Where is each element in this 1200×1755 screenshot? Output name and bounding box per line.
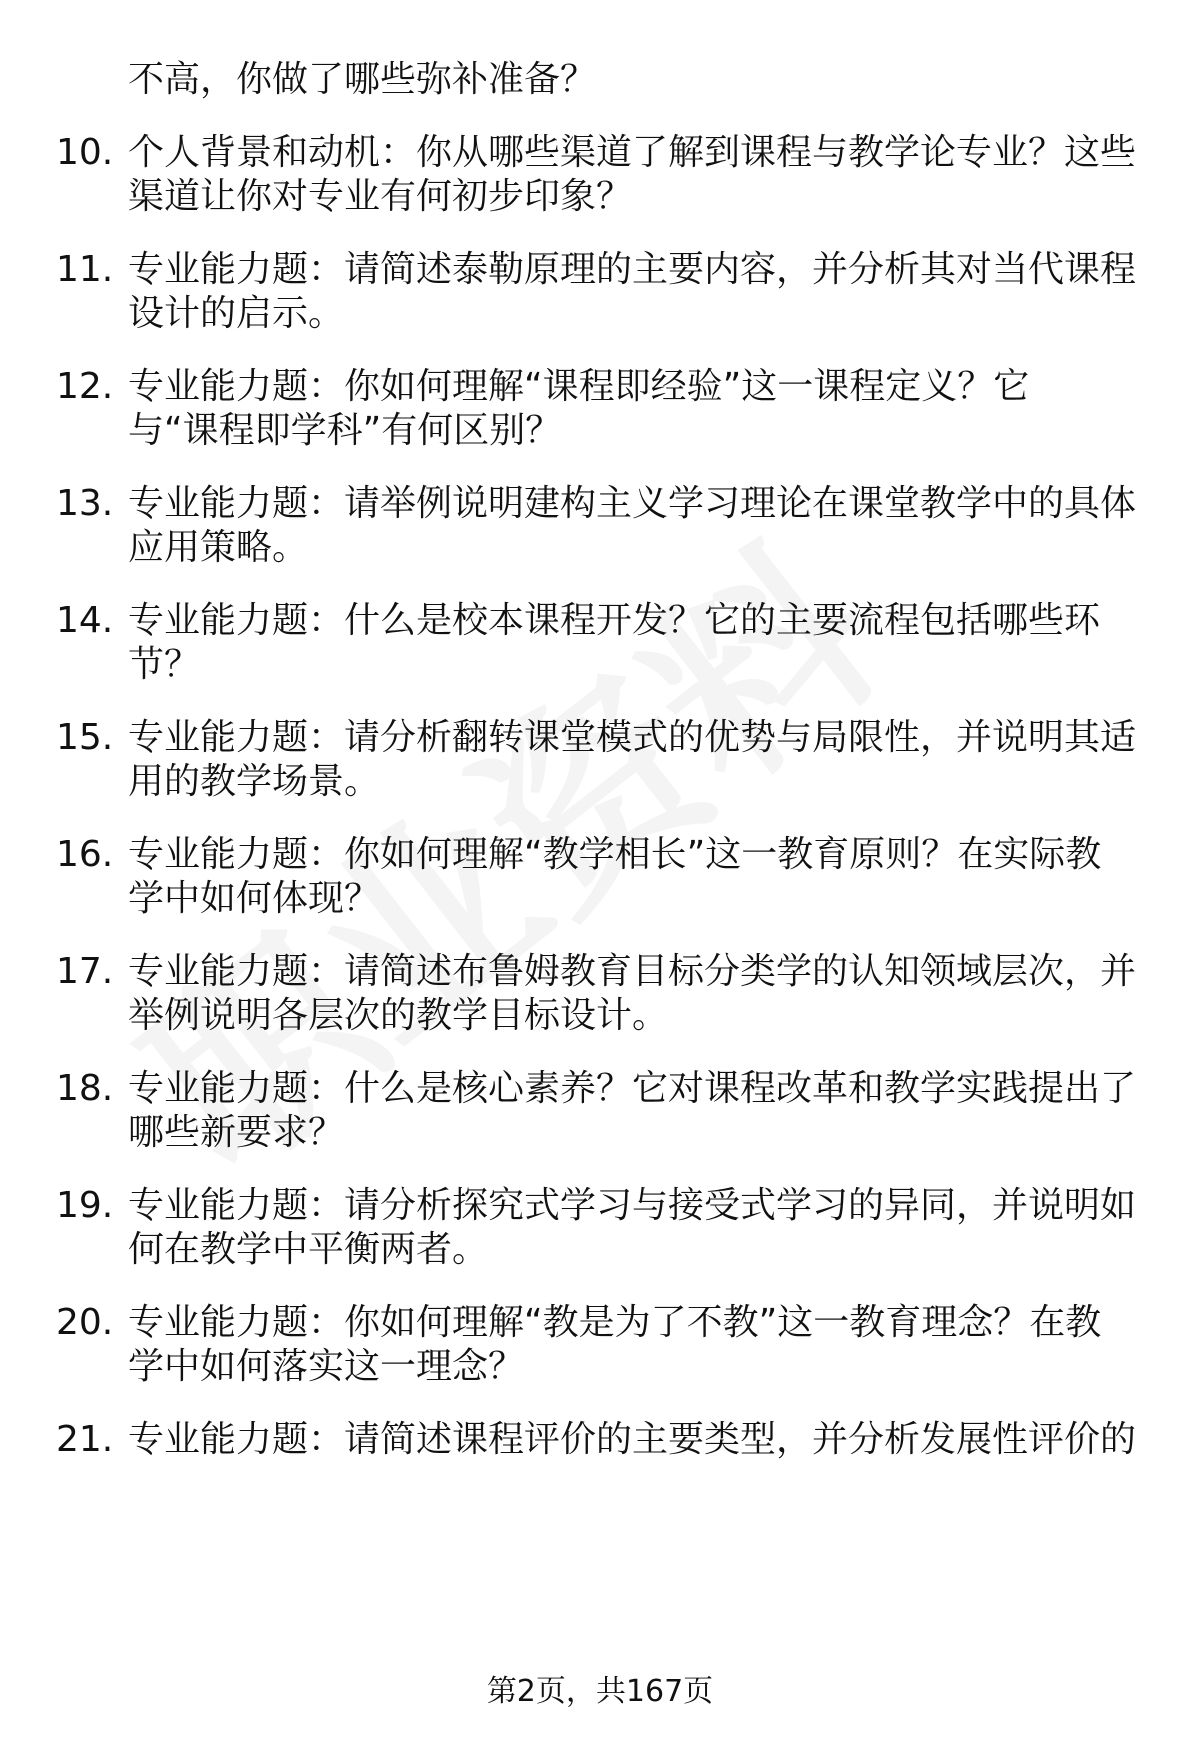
- question-text-line: 专业能力题：你如何理解“教学相长”这一教育原则？在实际教: [128, 834, 1102, 875]
- question-number: 10.: [56, 132, 114, 173]
- question-text-line: 哪些新要求？: [128, 1112, 345, 1153]
- question-text-line: 学中如何落实这一理念？: [128, 1346, 525, 1387]
- question-text-line: 专业能力题：请分析探究式学习与接受式学习的异同，并说明如: [128, 1185, 1137, 1226]
- question-text-line: 学中如何体现？: [128, 878, 381, 919]
- question-text-line: 专业能力题：请举例说明建构主义学习理论在课堂教学中的具体: [128, 483, 1137, 524]
- question-number: 20.: [56, 1302, 114, 1343]
- question-text-line: 专业能力题：什么是校本课程开发？它的主要流程包括哪些环: [128, 600, 1101, 641]
- question-text-line: 专业能力题：请简述课程评价的主要类型，并分析发展性评价的: [128, 1419, 1137, 1460]
- question-number: 14.: [56, 600, 114, 641]
- question-text-line: 设计的启示。: [128, 293, 345, 334]
- question-text-line: 节？: [128, 644, 201, 685]
- question-text-line: 专业能力题：什么是核心素养？它对课程改革和教学实践提出了: [128, 1068, 1137, 1109]
- question-number: 21.: [56, 1419, 114, 1460]
- question-text-line: 渠道让你对专业有何初步印象？: [128, 176, 633, 217]
- continuation-line: 不高，你做了哪些弥补准备？: [128, 59, 597, 100]
- question-number: 11.: [56, 249, 114, 290]
- question-text-line: 举例说明各层次的教学目标设计。: [128, 995, 669, 1036]
- page-footer: 第2页，共167页: [486, 1674, 714, 1709]
- question-number: 15.: [56, 717, 114, 758]
- question-text-line: 专业能力题：你如何理解“课程即经验”这一课程定义？它: [128, 366, 1030, 407]
- question-text-line: 个人背景和动机：你从哪些渠道了解到课程与教学论专业？这些: [128, 132, 1137, 173]
- question-text-line: 专业能力题：请简述布鲁姆教育目标分类学的认知领域层次，并: [128, 951, 1137, 992]
- question-text-line: 与“课程即学科”有何区别？: [128, 410, 562, 451]
- question-number: 17.: [56, 951, 114, 992]
- question-number: 16.: [56, 834, 114, 875]
- question-text-line: 专业能力题：请简述泰勒原理的主要内容，并分析其对当代课程: [128, 249, 1137, 290]
- question-text-line: 应用策略。: [128, 527, 309, 568]
- question-text-line: 专业能力题：你如何理解“教是为了不教”这一教育理念？在教: [128, 1302, 1102, 1343]
- question-number: 19.: [56, 1185, 114, 1226]
- question-text-line: 何在教学中平衡两者。: [128, 1229, 489, 1270]
- question-text-line: 用的教学场景。: [128, 761, 381, 802]
- question-number: 12.: [56, 366, 114, 407]
- question-number: 13.: [56, 483, 114, 524]
- question-number: 18.: [56, 1068, 114, 1109]
- question-text-line: 专业能力题：请分析翻转课堂模式的优势与局限性，并说明其适: [128, 717, 1137, 758]
